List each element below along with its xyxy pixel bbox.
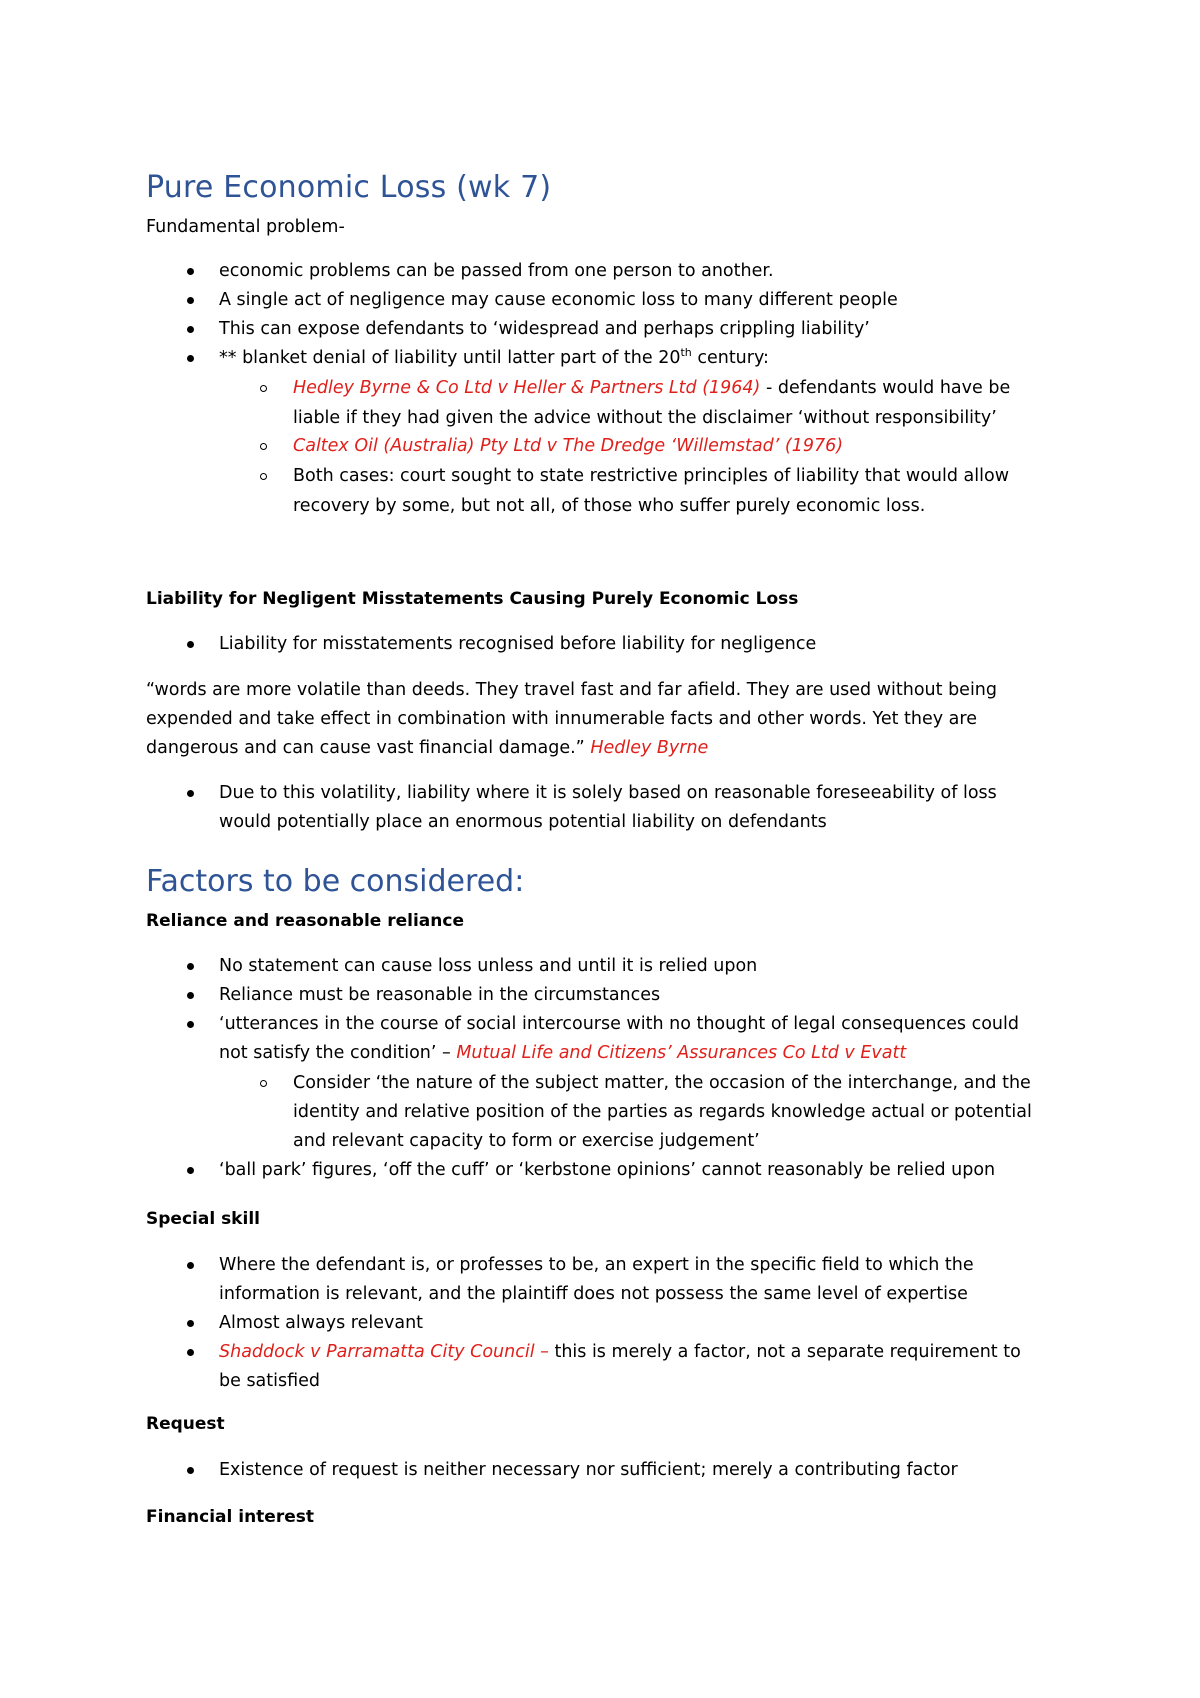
- case-citation: Mutual Life and Citizens’ Assurances Co Ltd v Evatt: [456, 1043, 907, 1063]
- list-item-continued: not satisfy the condition’ – Mutual Life and Citizens’ Assurances Co Ltd v Evatt: [219, 1043, 907, 1063]
- list-item-continued: information is relevant, and the plaintiff does not possess the same level of expertise: [219, 1284, 968, 1304]
- bullet-icon: [187, 992, 194, 999]
- list-item: Almost always relevant: [219, 1313, 424, 1333]
- bullet-icon: [187, 268, 194, 275]
- hollow-bullet-icon: [260, 443, 267, 450]
- list-item-continued: would potentially place an enormous potential liability on defendants: [219, 812, 827, 832]
- subsection-heading: Financial interest: [146, 1507, 314, 1527]
- bullet-icon: [187, 1021, 194, 1028]
- page-title: Pure Economic Loss (wk 7): [146, 170, 552, 205]
- bullet-icon: [187, 1262, 194, 1269]
- quote-line: expended and take effect in combination with innumerable facts and other words. Yet they are: [146, 709, 977, 729]
- sub-list-item: Both cases: court sought to state restrictive principles of liability that would allow: [293, 466, 1010, 486]
- list-item: ‘ball park’ figures, ‘off the cuff’ or ‘kerbstone opinions’ cannot reasonably be relied upon: [219, 1160, 996, 1180]
- list-item: A single act of negligence may cause economic loss to many different people: [219, 290, 898, 310]
- bullet-icon: [187, 963, 194, 970]
- list-item: Reliance must be reasonable in the circumstances: [219, 985, 661, 1005]
- sub-list-item-continued: identity and relative position of the parties as regards knowledge actual or potential: [293, 1102, 1032, 1122]
- hollow-bullet-icon: [260, 473, 267, 480]
- list-item: Liability for misstatements recognised before liability for negligence: [219, 634, 817, 654]
- quote-line: “words are more volatile than deeds. They travel fast and far afield. They are used without being: [146, 680, 998, 700]
- list-item: Due to this volatility, liability where it is solely based on reasonable foreseeability of loss: [219, 783, 997, 803]
- list-item: ‘utterances in the course of social intercourse with no thought of legal consequences could: [219, 1014, 1019, 1034]
- bullet-icon: [187, 326, 194, 333]
- case-citation: Caltex Oil (Australia) Pty Ltd v The Dredge ‘Willemstad’ (1976): [293, 436, 844, 456]
- list-item: Where the defendant is, or professes to be, an expert in the specific field to which the: [219, 1255, 974, 1275]
- list-item: No statement can cause loss unless and until it is relied upon: [219, 956, 758, 976]
- quote-line: dangerous and can cause vast financial damage.” Hedley Byrne: [146, 738, 709, 758]
- bullet-icon: [187, 1320, 194, 1327]
- sub-list-item-continued: liable if they had given the advice without the disclaimer ‘without responsibility’: [293, 408, 997, 428]
- intro-text: Fundamental problem-: [146, 217, 345, 237]
- subsection-heading: Special skill: [146, 1209, 260, 1229]
- section-heading: Liability for Negligent Misstatements Causing Purely Economic Loss: [146, 589, 799, 609]
- bullet-icon: [187, 1349, 194, 1356]
- case-citation: Shaddock v Parramatta City Council –: [219, 1342, 549, 1362]
- sub-list-item: Consider ‘the nature of the subject matter, the occasion of the interchange, and the: [293, 1073, 1031, 1093]
- sub-list-item-continued: recovery by some, but not all, of those who suffer purely economic loss.: [293, 496, 926, 516]
- sub-list-item: Hedley Byrne & Co Ltd v Heller & Partners Ltd (1964) - defendants would have be: [293, 378, 1011, 398]
- list-item: This can expose defendants to ‘widespread and perhaps crippling liability’: [219, 319, 870, 339]
- subsection-heading: Request: [146, 1414, 225, 1434]
- list-item: Existence of request is neither necessary nor sufficient; merely a contributing factor: [219, 1460, 958, 1480]
- list-item: Shaddock v Parramatta City Council – this is merely a factor, not a separate requirement to: [219, 1342, 1021, 1362]
- section-title: Factors to be considered:: [146, 864, 525, 899]
- list-item: ** blanket denial of liability until latter part of the 20th century:: [219, 346, 769, 368]
- bullet-icon: [187, 1167, 194, 1174]
- hollow-bullet-icon: [260, 1080, 267, 1087]
- hollow-bullet-icon: [260, 385, 267, 392]
- subsection-heading: Reliance and reasonable reliance: [146, 911, 464, 931]
- bullet-icon: [187, 1467, 194, 1474]
- bullet-icon: [187, 297, 194, 304]
- bullet-icon: [187, 355, 194, 362]
- bullet-icon: [187, 641, 194, 648]
- list-item: economic problems can be passed from one person to another.: [219, 261, 774, 281]
- case-citation: Hedley Byrne: [590, 738, 709, 758]
- sub-list-item-continued: and relevant capacity to form or exercise judgement’: [293, 1131, 760, 1151]
- bullet-icon: [187, 790, 194, 797]
- list-item-continued: be satisfied: [219, 1371, 321, 1391]
- case-citation: Hedley Byrne & Co Ltd v Heller & Partners Ltd (1964): [293, 378, 761, 398]
